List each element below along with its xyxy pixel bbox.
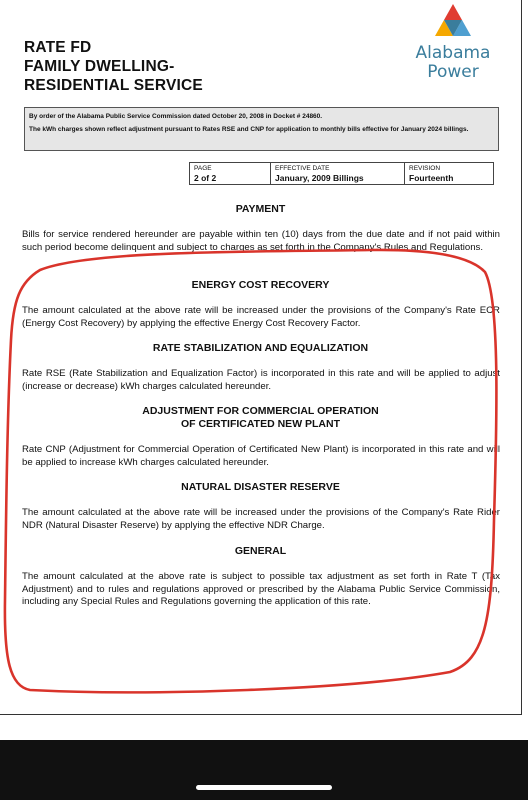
notice-line-2: The kWh charges shown reflect adjustment pursuant to Rates RSE and CNP for application to monthly bills effective for January 2024 billings.: [29, 126, 469, 133]
ndr-heading: NATURAL DISASTER RESERVE: [181, 481, 340, 493]
title-line-1: RATE FD: [24, 39, 92, 56]
revision-label: REVISION: [409, 165, 441, 172]
logo-line-1: Alabama: [415, 43, 491, 63]
rse-heading: RATE STABILIZATION AND EQUALIZATION: [152, 342, 369, 354]
cnp-heading-line-2: OF CERTIFICATED NEW PLANT: [180, 418, 341, 430]
title-line-2: FAMILY DWELLING-: [24, 58, 175, 75]
general-heading: GENERAL: [234, 545, 287, 557]
notice-line-1: By order of the Alabama Public Service Commission dated October 20, 2008 in Docket # 24860.: [29, 113, 323, 120]
page-value: 2 of 2: [194, 173, 217, 183]
payment-text: Bills for service rendered hereunder are payable within ten (10) days from the due date and if not paid within such period become delinquent and subject to charges as set forth in the Company's Rules and Regulations.: [22, 229, 500, 253]
ecr-heading: ENERGY COST RECOVERY: [191, 279, 330, 291]
logo-line-2: Power: [427, 62, 479, 82]
phone-bottom-bar: [0, 740, 528, 800]
payment-heading: PAYMENT: [235, 203, 286, 215]
cnp-text: Rate CNP (Adjustment for Commercial Operation of Certificated New Plant) is incorporated in this rate and will be applied to increase kWh charges calculated hereunder.: [22, 444, 500, 468]
effective-date-value: January, 2009 Billings: [275, 173, 364, 183]
title-line-3: RESIDENTIAL SERVICE: [24, 77, 203, 94]
revision-value: Fourteenth: [409, 173, 454, 183]
general-text: The amount calculated at the above rate is subject to possible tax adjustment as set forth in Rate T (Tax Adjustment) and to rules and regulations approved or prescribed by the Alabama Public Service Commission, including any Special Rules and Regulations governing the application of this rate.: [22, 571, 500, 608]
effective-date-label: EFFECTIVE DATE: [275, 165, 330, 172]
page-label: PAGE: [194, 165, 212, 172]
home-indicator[interactable]: [196, 785, 332, 790]
cnp-heading-line-1: ADJUSTMENT FOR COMMERCIAL OPERATION: [142, 405, 379, 417]
rse-text: Rate RSE (Rate Stabilization and Equalization Factor) is incorporated in this rate and will be applied to adjust (increase or decrease) kWh charges calculated hereunder.: [22, 368, 500, 392]
ndr-text: The amount calculated at the above rate will be increased under the provisions of the Company's Rate Rider NDR (Natural Disaster Reserve) by applying the effective NDR Charge.: [22, 507, 500, 531]
ecr-text: The amount calculated at the above rate will be increased under the provisions of the Company's Rate ECR (Energy Cost Recovery) by applying the effective Energy Cost Recovery Factor.: [22, 305, 500, 329]
